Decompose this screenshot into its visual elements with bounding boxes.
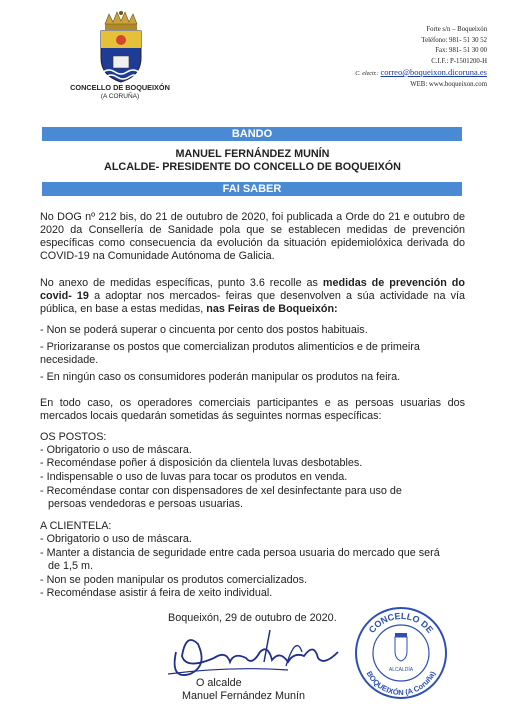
section-title-postos: OS POSTOS: xyxy=(40,431,107,443)
contact-block xyxy=(257,25,487,90)
mayor-name: MANUEL FERNÁNDEZ MUNÍN xyxy=(175,148,330,160)
postos-item: - Indispensable o uso de luvas para tocar os produtos en venda. xyxy=(40,471,348,483)
email-link[interactable]: correo@boqueixon.dicoruna.es xyxy=(380,67,487,77)
alcalde-name: Manuel Fernández Munín xyxy=(182,690,306,702)
paragraph-annex xyxy=(40,277,465,316)
council-name: CONCELLO DE BOQUEIXÓN xyxy=(70,83,170,92)
paragraph-order: No DOG nº 212 bis, do 21 de outubro de 2020, foi publicada a Orde do 21 e outubro de 2020 da Consellería de Sanidade pola que se establecen medidas de prevención específicas como consecuencia da evolución da situación epidemiolóxica derivada do COVID-19 na Comunidade Autónoma de Galicia. xyxy=(40,211,465,262)
clientela-item: - Obrigatorio o uso de máscara. xyxy=(40,533,192,545)
bando-banner: BANDO xyxy=(42,127,462,141)
place-and-date: Boqueixón, 29 de outubro de 2020. xyxy=(168,612,337,624)
paragraph-general: En todo caso, os operadores comerciais participantes e as persoas usuarias dos mercados locais quedarán sometidas ás seguintes normas específicas: xyxy=(40,397,465,422)
official-stamp-icon xyxy=(353,605,449,701)
fai-saber-banner: FAI SABER xyxy=(42,182,462,196)
contact-web: WEB: www.boqueixon.com xyxy=(410,80,487,88)
contact-phone: Teléfono: 981- 51 30 52 xyxy=(421,36,487,44)
alcalde-label: O alcalde xyxy=(196,677,242,689)
clientela-item: - Recoméndase asistir á feira de xeito individual. xyxy=(40,587,273,599)
contact-cif: C.I.F.: P-1501200-H xyxy=(431,57,487,65)
coat-of-arms-icon xyxy=(97,10,145,84)
annex-bold-2: nas Feiras de Boqueixón: xyxy=(206,303,338,315)
postos-item: - Obrigatorio o uso de máscara. xyxy=(40,444,192,456)
stamp-top-text: CONCELLO DE xyxy=(366,610,436,635)
rule-item: - Priorizaranse os postos que comercializan produtos alimenticios e de primeira xyxy=(40,341,420,353)
rule-item: - Non se poderá superar o cincuenta por cento dos postos habituais. xyxy=(40,324,368,336)
rule-item-continued: necesidade. xyxy=(40,354,99,366)
postos-item: - Recoméndase contar con dispensadores de xel desinfectante para uso de xyxy=(40,485,402,497)
annex-text-2: a adoptar nos mercados- feiras que desenvolven a súa actividade na vía pública, en base a estas medidas, xyxy=(40,290,465,315)
email-label: C. electr.: xyxy=(355,71,379,77)
clientela-item-continued: de 1,5 m. xyxy=(48,560,94,572)
postos-item: - Recoméndase poñer á disposición da clientela luvas desbotables. xyxy=(40,457,363,469)
rule-item: - En ningún caso os consumidores poderán manipular os produtos na feira. xyxy=(40,371,401,383)
mayor-title: ALCALDE- PRESIDENTE DO CONCELLO DE BOQUEIXÓN xyxy=(104,161,401,173)
annex-bold-1: medidas de prevención do covid- 19 xyxy=(40,277,465,302)
council-province: (A CORUÑA) xyxy=(100,93,140,100)
stamp-center-text: ALCALDÍA xyxy=(388,667,414,673)
contact-fax: Fax: 981- 51 30 00 xyxy=(435,47,487,54)
clientela-item: - Non se poden manipular os produtos comercializados. xyxy=(40,574,308,586)
clientela-item: - Manter a distancia de seguridade entre cada persoa usuaria do mercado que será xyxy=(40,547,440,559)
stamp-bottom-text: BOQUEIXÓN (A Coruña) xyxy=(364,669,438,698)
section-title-clientela: A CLIENTELA: xyxy=(40,520,112,532)
svg-text:BOQUEIXÓN (A Coruña) xyxy=(365,669,438,697)
contact-email-row xyxy=(257,67,487,80)
contact-address: Forte s/n – Boqueixón xyxy=(426,26,487,33)
postos-item-continued: persoas vendedoras e persoas usuarias. xyxy=(48,498,244,510)
annex-text-1: No anexo de medidas específicas, punto 3.6 recolle as xyxy=(40,277,323,289)
